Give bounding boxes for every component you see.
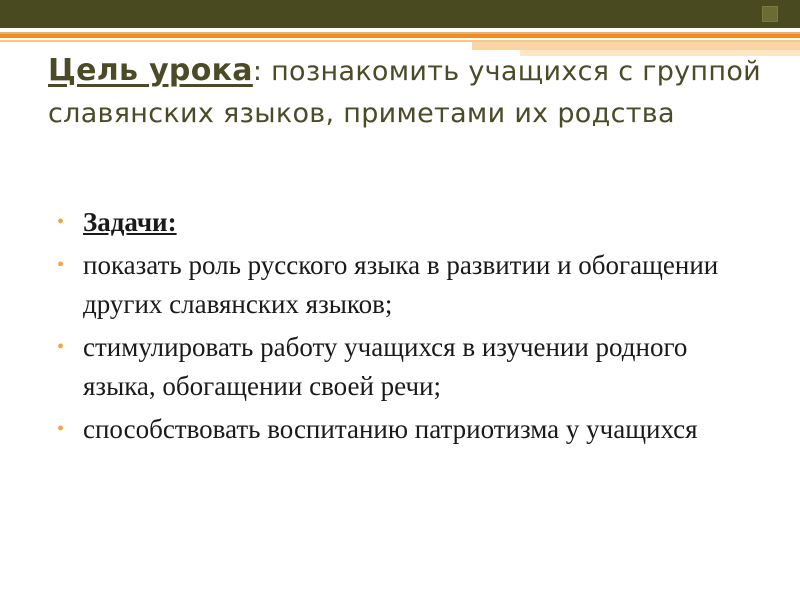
top-decorative-band bbox=[0, 0, 800, 28]
accent-square bbox=[762, 6, 778, 22]
bullet-item-tasks-heading bbox=[56, 203, 746, 242]
bullet-text: стимулировать работу учащихся в изучении родного языка, обогащении своей речи; bbox=[83, 332, 688, 401]
bullet-dot-icon: • bbox=[57, 336, 65, 358]
decorative-stripe-block bbox=[472, 40, 800, 50]
slide-title bbox=[48, 50, 768, 135]
decorative-stripe-orange bbox=[0, 34, 800, 38]
bullet-dot-icon: • bbox=[57, 254, 65, 276]
bullet-text: способствовать воспитанию патриотизма у учащихся bbox=[83, 414, 698, 444]
title-label: Цель урока bbox=[48, 53, 253, 88]
bullet-dot-icon: • bbox=[57, 418, 65, 440]
title-text: познакомить учащихся с группой славянских языков, приметами их родства bbox=[48, 56, 761, 129]
bullet-item bbox=[56, 410, 746, 449]
bullet-dot-icon: • bbox=[57, 211, 65, 233]
bullet-text: Задачи: bbox=[83, 207, 177, 237]
bullet-item bbox=[56, 328, 746, 406]
bullet-list bbox=[56, 203, 746, 449]
title-colon: : bbox=[252, 56, 263, 87]
bullet-item bbox=[56, 246, 746, 324]
bullet-text: показать роль русского языка в развитии и обогащении других славянских языков; bbox=[83, 250, 719, 319]
